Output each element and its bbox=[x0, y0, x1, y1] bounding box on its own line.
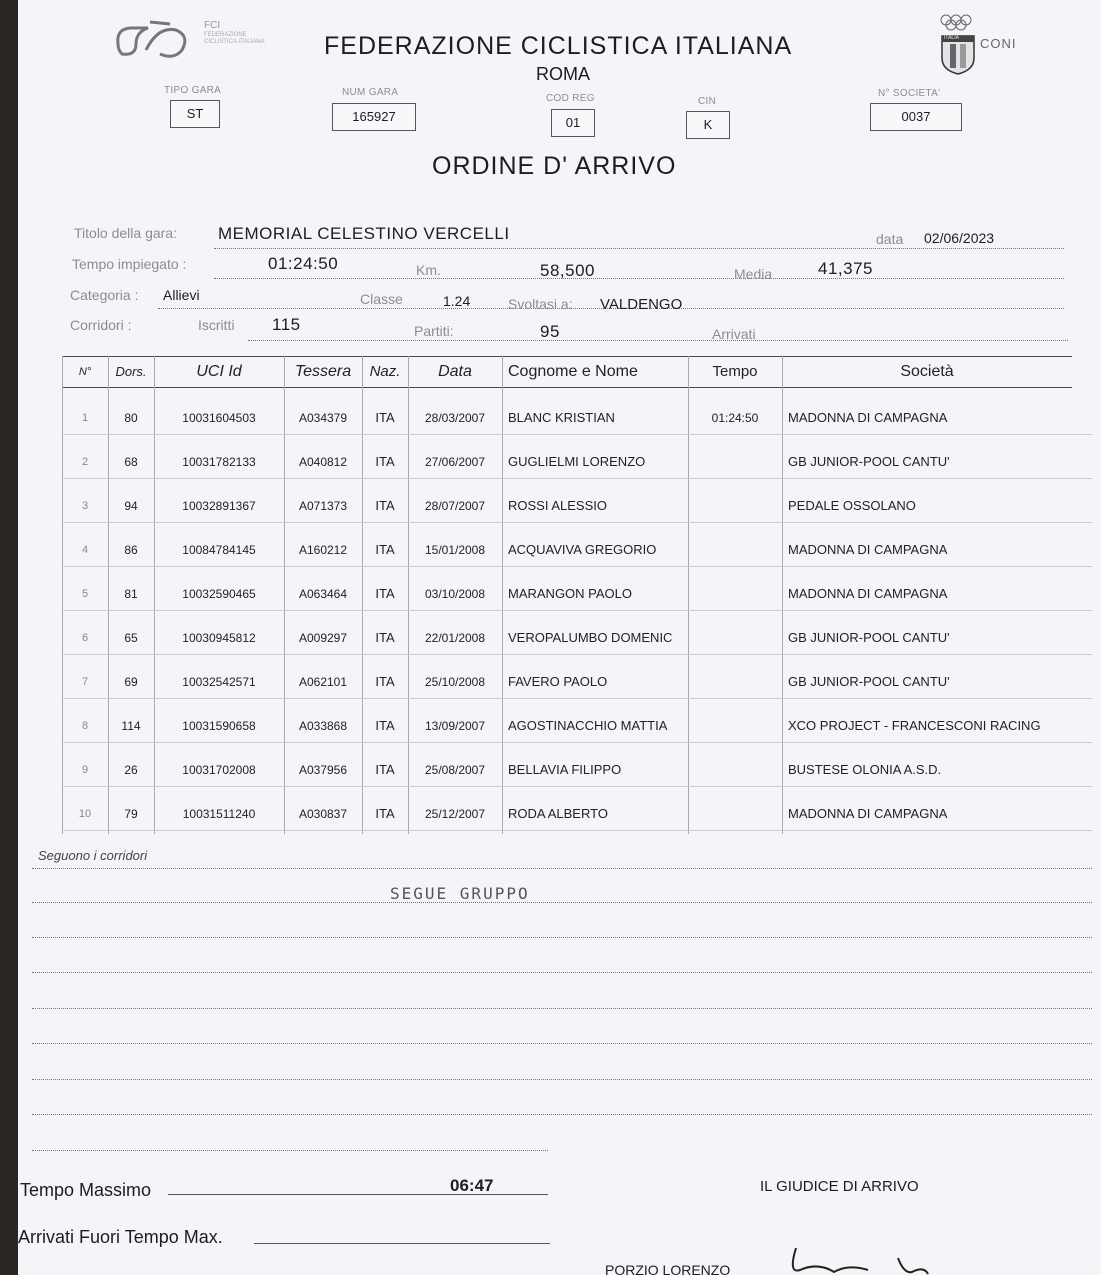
iscritti-label: Iscritti bbox=[198, 317, 235, 333]
logo-sub-text: FEDERAZIONE CICLISTICA ITALIANA bbox=[204, 32, 265, 45]
cell-data: 22/01/2008 bbox=[424, 631, 486, 645]
cin-box: K bbox=[686, 111, 730, 139]
titolo-value: MEMORIAL CELESTINO VERCELLI bbox=[218, 224, 510, 243]
cell-data: 25/12/2007 bbox=[424, 807, 486, 821]
cell-uci: 10031590658 bbox=[182, 719, 256, 733]
coni-label: CONI bbox=[980, 36, 1017, 51]
cell-data: 28/07/2007 bbox=[424, 499, 486, 513]
cell-nome: FAVERO PAOLO bbox=[508, 674, 608, 689]
svoltasi-value: VALDENGO bbox=[600, 296, 683, 313]
categoria-label: Categoria : bbox=[70, 287, 139, 303]
cell-data: 28/03/2007 bbox=[424, 411, 486, 425]
cell-naz: ITA bbox=[375, 542, 395, 557]
cell-nome: ROSSI ALESSIO bbox=[508, 498, 607, 513]
data-label: data bbox=[876, 231, 904, 247]
cell-naz: ITA bbox=[375, 718, 395, 733]
classe-label: Classe bbox=[360, 291, 403, 307]
cell-n: 7 bbox=[81, 676, 89, 688]
cell-nome: RODA ALBERTO bbox=[508, 806, 608, 821]
col-header-tessera: Tessera bbox=[294, 363, 352, 380]
cell-societa: GB JUNIOR-POOL CANTU' bbox=[788, 630, 950, 645]
cell-tessera: A160212 bbox=[298, 543, 348, 557]
table-header bbox=[62, 356, 1072, 388]
cell-societa: GB JUNIOR-POOL CANTU' bbox=[788, 674, 950, 689]
cell-societa: MADONNA DI CAMPAGNA bbox=[788, 806, 948, 821]
cell-tessera: A034379 bbox=[298, 411, 348, 425]
cell-nome: VEROPALUMBO DOMENIC bbox=[508, 630, 673, 645]
partiti-label: Partiti: bbox=[414, 323, 454, 339]
cell-naz: ITA bbox=[375, 806, 395, 821]
cell-n: 3 bbox=[81, 500, 89, 512]
federation-title: FEDERAZIONE CICLISTICA ITALIANA bbox=[324, 32, 793, 60]
cod-reg-box: 01 bbox=[551, 109, 595, 137]
cell-tessera: A037956 bbox=[298, 763, 348, 777]
cell-naz: ITA bbox=[375, 674, 395, 689]
cell-societa: XCO PROJECT - FRANCESCONI RACING bbox=[788, 718, 1041, 733]
cell-n: 8 bbox=[81, 720, 89, 732]
cell-data: 25/10/2008 bbox=[424, 675, 486, 689]
cell-dors: 79 bbox=[124, 807, 138, 821]
col-header-societa: Società bbox=[900, 363, 954, 380]
media-value: 41,375 bbox=[818, 259, 873, 278]
fuori-tempo-label: Arrivati Fuori Tempo Max. bbox=[18, 1227, 223, 1247]
cell-tessera: A009297 bbox=[298, 631, 348, 645]
cell-tessera: A033868 bbox=[298, 719, 348, 733]
cell-uci: 10031511240 bbox=[182, 807, 256, 821]
cell-nome: BELLAVIA FILIPPO bbox=[508, 762, 622, 777]
cin-label: CIN bbox=[698, 96, 717, 107]
cell-tessera: A040812 bbox=[298, 455, 348, 469]
km-label: Km. bbox=[416, 262, 441, 278]
cell-uci: 10031702008 bbox=[182, 763, 256, 777]
fci-logo-icon bbox=[106, 14, 196, 62]
seguono-label: Seguono i corridori bbox=[38, 848, 148, 863]
cell-dors: 65 bbox=[124, 631, 138, 645]
tipo-gara-box: ST bbox=[170, 100, 220, 128]
col-header-uci: UCI Id bbox=[196, 363, 242, 380]
cell-uci: 10032891367 bbox=[182, 499, 256, 513]
col-header-dors: Dors. bbox=[115, 364, 147, 379]
societa-code-box: 0037 bbox=[870, 103, 962, 131]
cod-reg-label: COD REG bbox=[546, 93, 595, 104]
coni-shield-text: ITALIA bbox=[944, 35, 959, 41]
societa-code-label: N° SOCIETA' bbox=[878, 88, 941, 99]
tempo-label: Tempo impiegato : bbox=[72, 256, 187, 272]
cell-n: 4 bbox=[81, 544, 89, 556]
cell-dors: 81 bbox=[124, 587, 138, 601]
categoria-value: Allievi bbox=[163, 287, 200, 303]
cell-naz: ITA bbox=[375, 630, 395, 645]
tempo-massimo-label: Tempo Massimo bbox=[20, 1180, 152, 1200]
cell-tessera: A071373 bbox=[298, 499, 348, 513]
cell-nome: MARANGON PAOLO bbox=[508, 586, 633, 601]
cell-data: 25/08/2007 bbox=[424, 763, 486, 777]
cell-dors: 68 bbox=[124, 455, 138, 469]
cell-nome: ACQUAVIVA GREGORIO bbox=[508, 542, 657, 557]
cell-data: 27/06/2007 bbox=[424, 455, 486, 469]
cell-societa: BUSTESE OLONIA A.S.D. bbox=[788, 762, 942, 777]
arrivati-label: Arrivati bbox=[712, 326, 756, 342]
cell-n: 5 bbox=[81, 588, 89, 600]
cell-n: 1 bbox=[81, 412, 89, 424]
cell-uci: 10032542571 bbox=[182, 675, 256, 689]
col-header-nome: Cognome e Nome bbox=[508, 363, 638, 380]
cell-data: 13/09/2007 bbox=[424, 719, 486, 733]
cell-uci: 10032590465 bbox=[182, 587, 256, 601]
media-label: Media bbox=[734, 266, 773, 282]
cell-societa: PEDALE OSSOLANO bbox=[788, 498, 916, 513]
city: ROMA bbox=[536, 64, 590, 84]
cell-naz: ITA bbox=[375, 498, 395, 513]
col-header-n: N° bbox=[78, 366, 92, 378]
cell-nome: GUGLIELMI LORENZO bbox=[508, 454, 646, 469]
giudice-name: PORZIO LORENZO bbox=[605, 1262, 731, 1275]
cell-uci: 10031782133 bbox=[182, 455, 256, 469]
cell-societa: MADONNA DI CAMPAGNA bbox=[788, 586, 948, 601]
cell-tempo: 01:24:50 bbox=[711, 411, 759, 425]
cell-dors: 86 bbox=[124, 543, 138, 557]
cell-dors: 114 bbox=[121, 719, 141, 733]
cell-n: 2 bbox=[81, 456, 89, 468]
document-title: ORDINE D' ARRIVO bbox=[432, 152, 677, 180]
col-header-naz: Naz. bbox=[369, 363, 401, 380]
cell-n: 6 bbox=[81, 632, 89, 644]
cell-uci: 10031604503 bbox=[182, 411, 256, 425]
cell-nome: AGOSTINACCHIO MATTIA bbox=[508, 718, 668, 733]
cell-tessera: A030837 bbox=[298, 807, 348, 821]
cell-naz: ITA bbox=[375, 586, 395, 601]
cell-societa: MADONNA DI CAMPAGNA bbox=[788, 410, 948, 425]
svoltasi-label: Svoltasi a: bbox=[508, 296, 573, 312]
cell-nome: BLANC KRISTIAN bbox=[508, 410, 615, 425]
cell-dors: 94 bbox=[124, 499, 138, 513]
cell-dors: 26 bbox=[124, 763, 138, 777]
cell-n: 10 bbox=[78, 808, 92, 820]
cell-tessera: A062101 bbox=[298, 675, 348, 689]
cell-uci: 10030945812 bbox=[182, 631, 256, 645]
giudice-label: IL GIUDICE DI ARRIVO bbox=[760, 1178, 919, 1195]
iscritti-value: 115 bbox=[272, 315, 301, 334]
coni-shield-icon bbox=[938, 12, 982, 76]
num-gara-box: 165927 bbox=[332, 103, 416, 131]
data-value: 02/06/2023 bbox=[924, 230, 995, 246]
km-value: 58,500 bbox=[540, 261, 595, 280]
document-sheet bbox=[18, 0, 1101, 1275]
cell-data: 03/10/2008 bbox=[424, 587, 486, 601]
cell-dors: 80 bbox=[124, 411, 138, 425]
cell-dors: 69 bbox=[124, 675, 138, 689]
cell-tessera: A063464 bbox=[298, 587, 348, 601]
cell-uci: 10084784145 bbox=[182, 543, 256, 557]
cell-naz: ITA bbox=[375, 410, 395, 425]
titolo-label: Titolo della gara: bbox=[74, 225, 177, 241]
tempo-value: 01:24:50 bbox=[268, 254, 339, 273]
cell-societa: MADONNA DI CAMPAGNA bbox=[788, 542, 948, 557]
partiti-value: 95 bbox=[540, 322, 560, 341]
logo-small-text: FCI bbox=[204, 20, 221, 31]
signature-icon bbox=[778, 1244, 958, 1275]
col-header-data: Data bbox=[438, 363, 472, 380]
cell-n: 9 bbox=[81, 764, 89, 776]
corridori-label: Corridori : bbox=[70, 317, 132, 333]
classe-value: 1.24 bbox=[443, 293, 471, 309]
num-gara-label: NUM GARA bbox=[342, 87, 399, 98]
cell-data: 15/01/2008 bbox=[424, 543, 486, 557]
handwritten-note: SEGUE GRUPPO bbox=[390, 884, 530, 903]
col-header-tempo: Tempo bbox=[712, 363, 758, 380]
cell-naz: ITA bbox=[375, 762, 395, 777]
tipo-gara-label: TIPO GARA bbox=[164, 85, 222, 96]
cell-societa: GB JUNIOR-POOL CANTU' bbox=[788, 454, 950, 469]
tempo-massimo-value: 06:47 bbox=[450, 1176, 494, 1195]
cell-naz: ITA bbox=[375, 454, 395, 469]
